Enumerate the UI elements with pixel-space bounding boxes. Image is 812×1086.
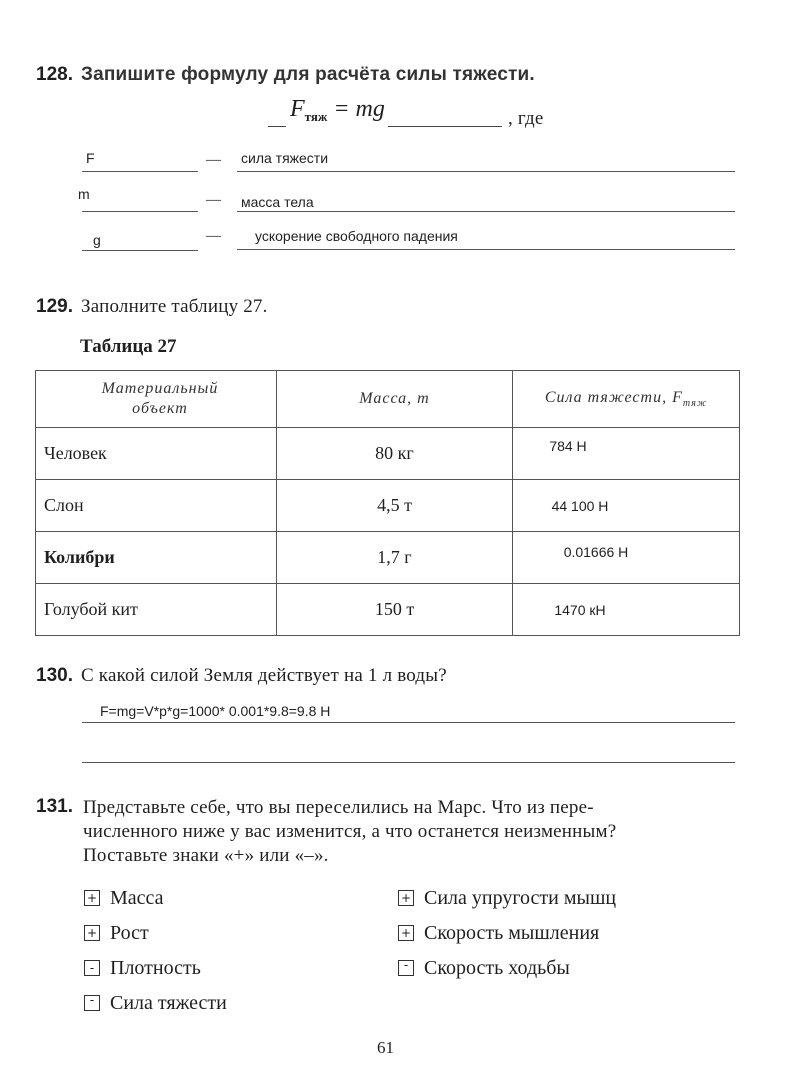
dash-sign: — (206, 152, 221, 168)
cell-mass: 4,5 т (277, 480, 513, 532)
cell-mass: 80 кг (277, 428, 513, 480)
page-number: 61 (377, 1038, 394, 1057)
checkbox-mass[interactable]: + (84, 890, 100, 906)
task-number: 128. (36, 64, 73, 85)
label-density: Плотность (110, 957, 201, 979)
prompt-line: Представьте себе, что вы переселились на Марс. Что из пере- (83, 797, 594, 818)
task-prompt: Запишите формулу для расчёта силы тяжести. (80, 64, 535, 85)
header-mass: Масса, m (277, 371, 513, 428)
label-muscle-elasticity: Сила упругости мышц (424, 887, 617, 909)
cell-mass: 1,7 г (277, 532, 513, 584)
label-walking-speed: Скорость ходьбы (424, 957, 570, 979)
formula-rest: = mg (327, 96, 385, 122)
task-number: 129. (36, 296, 73, 317)
label-height: Рост (110, 922, 149, 944)
task-prompt: С какой силой Земля действует на 1 л воды? (80, 665, 447, 686)
symbol-input[interactable]: F (86, 150, 95, 166)
prompt-line: Поставьте знаки «+» или «–». (83, 845, 329, 866)
task-128 (36, 64, 535, 86)
label-gravity: Сила тяжести (110, 992, 227, 1014)
header-force: Сила тяжести, $F_{тяж}$ (513, 371, 740, 428)
task-129 (36, 296, 268, 318)
dash-sign: — (206, 228, 221, 244)
checkbox-density[interactable]: - (84, 960, 100, 976)
dash-sign: — (206, 192, 221, 208)
table-title: Таблица 27 (80, 336, 177, 357)
checkbox-gravity[interactable]: - (84, 995, 100, 1011)
table-row (36, 532, 740, 584)
formula (290, 96, 385, 125)
table-row (36, 428, 740, 480)
table-27 (35, 370, 740, 636)
cell-object: Голубой кит (36, 584, 277, 636)
answer-input[interactable]: F=mg=V*p*g=1000* 0.001*9.8=9.8 H (100, 703, 331, 719)
table-row (36, 480, 740, 532)
cell-force-input[interactable]: 784 Н (513, 428, 740, 480)
checkbox-muscle-elasticity[interactable]: + (398, 890, 414, 906)
label-mass: Масса (110, 887, 164, 909)
formula-main: F (290, 96, 305, 122)
cell-mass: 150 т (277, 584, 513, 636)
checkbox-walking-speed[interactable]: - (398, 960, 414, 976)
task-number: 131. (36, 796, 73, 817)
header-object: Материальный объект (36, 371, 277, 428)
cell-force-input[interactable]: 0.01666 Н (513, 532, 740, 584)
cell-force-input[interactable]: 1470 кН (513, 584, 740, 636)
checkbox-thinking-speed[interactable]: + (398, 925, 414, 941)
cell-object: Человек (36, 428, 277, 480)
task-130 (36, 665, 447, 687)
cell-force-input[interactable]: 44 100 Н (513, 480, 740, 532)
task-number: 130. (36, 665, 73, 686)
table-row (36, 584, 740, 636)
where-text: , где (508, 108, 544, 129)
formula-sub: тяж (304, 109, 328, 124)
checkbox-height[interactable]: + (84, 925, 100, 941)
task-prompt: Заполните таблицу 27. (80, 296, 268, 317)
cell-object: Колибри (36, 532, 277, 584)
label-thinking-speed: Скорость мышления (424, 922, 600, 944)
cell-object: Слон (36, 480, 277, 532)
table-header-row (36, 371, 740, 428)
symbol-input[interactable]: g (93, 232, 101, 248)
meaning-input[interactable]: сила тяжести (241, 150, 329, 166)
prompt-line: численного ниже у вас изменится, а что останется неизменным? (83, 821, 617, 842)
meaning-input[interactable]: масса тела (241, 194, 314, 210)
symbol-input[interactable]: m (78, 186, 90, 202)
answer-blank-line[interactable] (82, 762, 735, 763)
meaning-input[interactable]: ускорение свободного падения (255, 228, 458, 244)
